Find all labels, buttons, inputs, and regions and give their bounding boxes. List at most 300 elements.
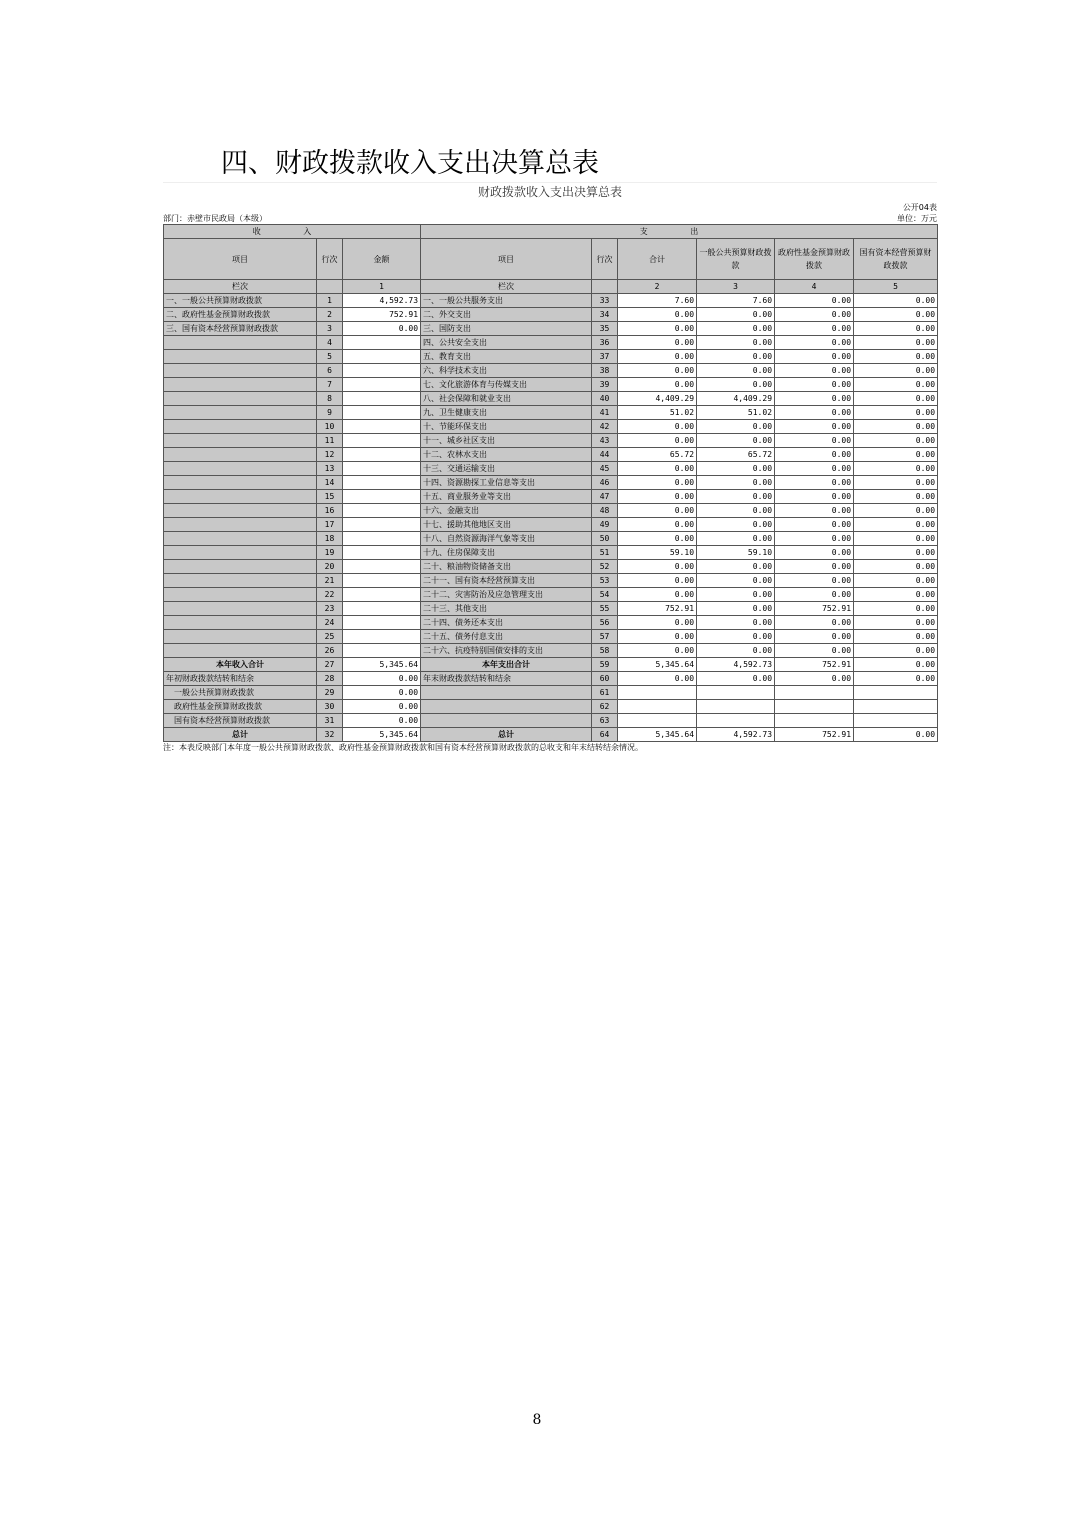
table-row	[164, 378, 938, 392]
income-amount-cell: 5,345.64	[343, 658, 421, 672]
general-budget-amount-cell: 0.00	[697, 504, 775, 518]
total-amount-cell: 7.60	[618, 294, 697, 308]
fund-budget-amount-cell: 0.00	[775, 336, 854, 350]
income-amount-cell	[343, 336, 421, 350]
income-amount-cell	[343, 462, 421, 476]
total-amount-cell: 65.72	[618, 448, 697, 462]
table-row	[164, 644, 938, 658]
expense-item-cell: 二十四、债务还本支出	[421, 616, 592, 630]
income-line-no-cell: 20	[317, 560, 343, 574]
income-amount-cell	[343, 476, 421, 490]
income-item-cell: 政府性基金预算财政拨款	[164, 700, 317, 714]
total-amount-cell: 0.00	[618, 560, 697, 574]
state-capital-amount-cell: 0.00	[854, 364, 938, 378]
income-line-no-cell: 18	[317, 532, 343, 546]
fund-budget-amount-cell: 752.91	[775, 658, 854, 672]
column-index-cell: 5	[854, 280, 938, 294]
total-amount-cell: 0.00	[618, 644, 697, 658]
fund-budget-amount-cell: 0.00	[775, 420, 854, 434]
carry-row	[164, 686, 938, 700]
column-index-cell: 3	[697, 280, 775, 294]
table-row	[164, 518, 938, 532]
general-budget-amount-cell: 0.00	[697, 476, 775, 490]
state-capital-amount-cell: 0.00	[854, 588, 938, 602]
total-amount-cell	[618, 700, 697, 714]
expense-line-no-cell: 39	[592, 378, 618, 392]
expense-item-cell: 十三、交通运输支出	[421, 462, 592, 476]
general-budget-amount-cell: 4,592.73	[697, 658, 775, 672]
income-amount-cell	[343, 392, 421, 406]
general-budget-amount-cell: 0.00	[697, 462, 775, 476]
income-amount-cell	[343, 434, 421, 448]
income-item-cell	[164, 616, 317, 630]
expense-item-cell: 二、外交支出	[421, 308, 592, 322]
income-amount-cell	[343, 420, 421, 434]
income-line-no-cell: 4	[317, 336, 343, 350]
total-amount-cell: 0.00	[618, 476, 697, 490]
income-amount-cell	[343, 490, 421, 504]
expense-item-cell: 二十五、债务付息支出	[421, 630, 592, 644]
column-header-row	[164, 239, 938, 280]
table-row	[164, 462, 938, 476]
budget-table	[163, 224, 938, 742]
expense-line-no-cell: 43	[592, 434, 618, 448]
total-amount-cell: 4,409.29	[618, 392, 697, 406]
income-line-no-cell: 12	[317, 448, 343, 462]
general-budget-amount-cell: 0.00	[697, 378, 775, 392]
expense-line-no-cell: 57	[592, 630, 618, 644]
general-budget-amount-cell: 0.00	[697, 560, 775, 574]
fund-budget-amount-cell: 0.00	[775, 574, 854, 588]
state-capital-amount-cell: 0.00	[854, 476, 938, 490]
income-amount-cell	[343, 364, 421, 378]
total-amount-cell: 0.00	[618, 616, 697, 630]
table-row	[164, 560, 938, 574]
fund-budget-amount-cell: 0.00	[775, 476, 854, 490]
state-capital-amount-cell: 0.00	[854, 560, 938, 574]
income-line-no-cell: 1	[317, 294, 343, 308]
column-index-cell	[592, 280, 618, 294]
fund-budget-amount-cell: 0.00	[775, 672, 854, 686]
expense-line-no-cell: 64	[592, 728, 618, 742]
income-amount-cell	[343, 630, 421, 644]
income-line-no-cell: 17	[317, 518, 343, 532]
income-amount-header: 金额	[343, 239, 421, 280]
column-index-cell: 2	[618, 280, 697, 294]
fund-budget-amount-cell: 752.91	[775, 602, 854, 616]
expense-line-no-cell: 49	[592, 518, 618, 532]
dept-unit-row	[163, 213, 937, 224]
income-amount-cell	[343, 574, 421, 588]
income-amount-cell	[343, 644, 421, 658]
general-budget-amount-cell: 0.00	[697, 574, 775, 588]
income-item-cell: 一、一般公共预算财政拨款	[164, 294, 317, 308]
income-item-cell	[164, 532, 317, 546]
fund-budget-amount-cell: 0.00	[775, 546, 854, 560]
fund-budget-amount-cell: 0.00	[775, 532, 854, 546]
total-amount-cell: 0.00	[618, 420, 697, 434]
income-item-cell	[164, 490, 317, 504]
footnote: 注：本表反映部门本年度一般公共预算财政拨款、政府性基金预算财政拨款和国有资本经营预算财政拨款的总收支和年末结转结余情况。	[163, 743, 643, 752]
income-line-no-cell: 26	[317, 644, 343, 658]
expense-line-no-cell: 46	[592, 476, 618, 490]
table-row	[164, 476, 938, 490]
total-amount-cell: 0.00	[618, 364, 697, 378]
state-capital-amount-cell: 0.00	[854, 322, 938, 336]
expense-line-no-cell: 55	[592, 602, 618, 616]
total-amount-cell: 0.00	[618, 504, 697, 518]
general-budget-amount-cell: 51.02	[697, 406, 775, 420]
state-capital-amount-cell: 0.00	[854, 616, 938, 630]
state-capital-amount-cell: 0.00	[854, 350, 938, 364]
expense-item-cell	[421, 686, 592, 700]
expense-item-cell: 十、节能环保支出	[421, 420, 592, 434]
total-header: 合计	[618, 239, 697, 280]
expense-item-cell: 一、一般公共服务支出	[421, 294, 592, 308]
table-row	[164, 322, 938, 336]
fund-budget-amount-cell: 0.00	[775, 448, 854, 462]
table-row	[164, 630, 938, 644]
total-amount-cell: 0.00	[618, 630, 697, 644]
state-capital-amount-cell: 0.00	[854, 658, 938, 672]
state-capital-header: 国有资本经营预算财政拨款	[854, 239, 938, 280]
expense-item-cell: 九、卫生健康支出	[421, 406, 592, 420]
state-capital-amount-cell: 0.00	[854, 518, 938, 532]
general-budget-amount-cell	[697, 714, 775, 728]
fund-budget-amount-cell: 0.00	[775, 294, 854, 308]
total-amount-cell: 5,345.64	[618, 728, 697, 742]
subtotal-row	[164, 658, 938, 672]
fund-budget-amount-cell: 0.00	[775, 378, 854, 392]
state-capital-amount-cell: 0.00	[854, 546, 938, 560]
expense-line-no-cell: 34	[592, 308, 618, 322]
fund-budget-amount-cell: 0.00	[775, 364, 854, 378]
fund-budget-amount-cell: 0.00	[775, 518, 854, 532]
carry-row	[164, 700, 938, 714]
income-item-cell: 年初财政拨款结转和结余	[164, 672, 317, 686]
column-index-cell: 1	[343, 280, 421, 294]
income-line-no-cell: 8	[317, 392, 343, 406]
fund-budget-amount-cell: 0.00	[775, 322, 854, 336]
column-index-row	[164, 280, 938, 294]
fund-budget-amount-cell	[775, 700, 854, 714]
income-line-no-cell: 31	[317, 714, 343, 728]
income-amount-cell	[343, 532, 421, 546]
income-item-cell: 总计	[164, 728, 317, 742]
general-budget-amount-cell: 0.00	[697, 602, 775, 616]
income-amount-cell	[343, 546, 421, 560]
table-row	[164, 308, 938, 322]
fund-budget-amount-cell: 0.00	[775, 308, 854, 322]
income-line-no-cell: 9	[317, 406, 343, 420]
income-amount-cell: 0.00	[343, 686, 421, 700]
income-item-cell	[164, 602, 317, 616]
total-amount-cell: 0.00	[618, 336, 697, 350]
column-index-cell	[317, 280, 343, 294]
expense-line-no-cell: 42	[592, 420, 618, 434]
income-line-no-cell: 2	[317, 308, 343, 322]
table-row	[164, 294, 938, 308]
table-row	[164, 434, 938, 448]
state-capital-amount-cell	[854, 686, 938, 700]
state-capital-amount-cell: 0.00	[854, 448, 938, 462]
fund-budget-amount-cell	[775, 686, 854, 700]
total-amount-cell: 0.00	[618, 588, 697, 602]
fund-budget-amount-cell: 0.00	[775, 350, 854, 364]
expense-item-cell: 二十二、灾害防治及应急管理支出	[421, 588, 592, 602]
income-line-no-cell: 10	[317, 420, 343, 434]
table-row	[164, 420, 938, 434]
expense-item-cell: 年末财政拨款结转和结余	[421, 672, 592, 686]
general-budget-amount-cell: 0.00	[697, 588, 775, 602]
carry-row	[164, 672, 938, 686]
expense-line-no-header: 行次	[592, 239, 618, 280]
general-budget-amount-cell: 0.00	[697, 518, 775, 532]
table-row	[164, 504, 938, 518]
expense-line-no-cell: 35	[592, 322, 618, 336]
expense-item-cell: 八、社会保障和就业支出	[421, 392, 592, 406]
income-amount-cell	[343, 616, 421, 630]
general-budget-amount-cell: 0.00	[697, 322, 775, 336]
expense-line-no-cell: 62	[592, 700, 618, 714]
expense-line-no-cell: 45	[592, 462, 618, 476]
table-row	[164, 364, 938, 378]
income-line-no-cell: 27	[317, 658, 343, 672]
table-row	[164, 602, 938, 616]
expense-item-cell: 二十一、国有资本经营预算支出	[421, 574, 592, 588]
income-line-no-cell: 24	[317, 616, 343, 630]
income-line-no-cell: 5	[317, 350, 343, 364]
income-line-no-cell: 25	[317, 630, 343, 644]
expense-line-no-cell: 50	[592, 532, 618, 546]
column-index-label: 栏次	[421, 280, 592, 294]
income-item-cell	[164, 350, 317, 364]
fund-budget-header: 政府性基金预算财政拨款	[775, 239, 854, 280]
total-amount-cell: 0.00	[618, 462, 697, 476]
fund-budget-amount-cell: 0.00	[775, 560, 854, 574]
state-capital-amount-cell: 0.00	[854, 490, 938, 504]
table-row	[164, 574, 938, 588]
fund-budget-amount-cell: 752.91	[775, 728, 854, 742]
income-line-no-header: 行次	[317, 239, 343, 280]
budget-sheet	[163, 182, 937, 754]
table-row	[164, 532, 938, 546]
column-index-cell: 4	[775, 280, 854, 294]
table-body	[164, 294, 938, 742]
expense-line-no-cell: 61	[592, 686, 618, 700]
expense-item-cell: 十二、农林水支出	[421, 448, 592, 462]
total-amount-cell: 0.00	[618, 574, 697, 588]
expense-item-cell: 五、教育支出	[421, 350, 592, 364]
income-amount-cell: 752.91	[343, 308, 421, 322]
state-capital-amount-cell: 0.00	[854, 644, 938, 658]
income-amount-cell	[343, 588, 421, 602]
income-line-no-cell: 15	[317, 490, 343, 504]
income-line-no-cell: 21	[317, 574, 343, 588]
total-amount-cell: 0.00	[618, 532, 697, 546]
sheet-title: 财政拨款收入支出决算总表	[163, 182, 937, 202]
page-number: 8	[532, 1412, 542, 1428]
expense-line-no-cell: 37	[592, 350, 618, 364]
form-number: 公开04表	[902, 203, 937, 212]
income-item-header: 项目	[164, 239, 317, 280]
income-item-cell	[164, 364, 317, 378]
fund-budget-amount-cell: 0.00	[775, 616, 854, 630]
expense-item-cell: 七、文化旅游体育与传媒支出	[421, 378, 592, 392]
income-line-no-cell: 32	[317, 728, 343, 742]
expense-item-cell: 十五、商业服务业等支出	[421, 490, 592, 504]
income-line-no-cell: 29	[317, 686, 343, 700]
expense-line-no-cell: 51	[592, 546, 618, 560]
total-amount-cell: 0.00	[618, 322, 697, 336]
income-item-cell	[164, 420, 317, 434]
income-amount-cell: 5,345.64	[343, 728, 421, 742]
total-amount-cell: 0.00	[618, 490, 697, 504]
income-amount-cell	[343, 560, 421, 574]
expense-line-no-cell: 47	[592, 490, 618, 504]
total-amount-cell	[618, 686, 697, 700]
table-row	[164, 350, 938, 364]
income-item-cell	[164, 588, 317, 602]
expense-item-cell: 四、公共安全支出	[421, 336, 592, 350]
state-capital-amount-cell: 0.00	[854, 462, 938, 476]
state-capital-amount-cell: 0.00	[854, 308, 938, 322]
total-amount-cell: 0.00	[618, 308, 697, 322]
general-budget-amount-cell: 0.00	[697, 336, 775, 350]
expense-item-cell: 十一、城乡社区支出	[421, 434, 592, 448]
income-item-cell	[164, 504, 317, 518]
fund-budget-amount-cell: 0.00	[775, 588, 854, 602]
table-row	[164, 392, 938, 406]
income-line-no-cell: 3	[317, 322, 343, 336]
income-line-no-cell: 28	[317, 672, 343, 686]
expense-line-no-cell: 40	[592, 392, 618, 406]
state-capital-amount-cell: 0.00	[854, 392, 938, 406]
expense-line-no-cell: 33	[592, 294, 618, 308]
income-line-no-cell: 30	[317, 700, 343, 714]
general-budget-amount-cell: 4,409.29	[697, 392, 775, 406]
state-capital-amount-cell: 0.00	[854, 294, 938, 308]
fund-budget-amount-cell: 0.00	[775, 406, 854, 420]
general-budget-amount-cell: 65.72	[697, 448, 775, 462]
income-item-cell	[164, 434, 317, 448]
expense-line-no-cell: 60	[592, 672, 618, 686]
section-header-row	[164, 225, 938, 239]
income-item-cell	[164, 574, 317, 588]
general-budget-amount-cell: 0.00	[697, 364, 775, 378]
income-item-cell	[164, 560, 317, 574]
expense-item-cell	[421, 714, 592, 728]
expense-item-cell: 三、国防支出	[421, 322, 592, 336]
expense-item-cell: 总计	[421, 728, 592, 742]
income-amount-cell: 0.00	[343, 672, 421, 686]
fund-budget-amount-cell: 0.00	[775, 630, 854, 644]
income-item-cell: 国有资本经营预算财政拨款	[164, 714, 317, 728]
income-section-header: 收 入	[164, 225, 421, 239]
general-budget-amount-cell: 0.00	[697, 490, 775, 504]
expense-item-cell: 六、科学技术支出	[421, 364, 592, 378]
income-item-cell: 本年收入合计	[164, 658, 317, 672]
total-amount-cell: 5,345.64	[618, 658, 697, 672]
general-budget-amount-cell	[697, 700, 775, 714]
income-item-cell	[164, 448, 317, 462]
total-amount-cell: 0.00	[618, 672, 697, 686]
fund-budget-amount-cell: 0.00	[775, 504, 854, 518]
expense-section-header: 支 出	[421, 225, 938, 239]
fund-budget-amount-cell: 0.00	[775, 434, 854, 448]
general-budget-amount-cell: 7.60	[697, 294, 775, 308]
general-budget-amount-cell: 4,592.73	[697, 728, 775, 742]
income-line-no-cell: 19	[317, 546, 343, 560]
income-item-cell	[164, 476, 317, 490]
total-amount-cell: 0.00	[618, 434, 697, 448]
state-capital-amount-cell: 0.00	[854, 532, 938, 546]
total-amount-cell: 0.00	[618, 350, 697, 364]
table-row	[164, 406, 938, 420]
income-line-no-cell: 16	[317, 504, 343, 518]
income-amount-cell	[343, 378, 421, 392]
expense-item-cell: 十九、住房保障支出	[421, 546, 592, 560]
fund-budget-amount-cell: 0.00	[775, 392, 854, 406]
grand-total-row	[164, 728, 938, 742]
page-title: 四、财政拨款收入支出决算总表	[221, 148, 599, 179]
income-item-cell: 一般公共预算财政拨款	[164, 686, 317, 700]
table-row	[164, 336, 938, 350]
fund-budget-amount-cell: 0.00	[775, 462, 854, 476]
state-capital-amount-cell	[854, 714, 938, 728]
income-item-cell: 二、政府性基金预算财政拨款	[164, 308, 317, 322]
state-capital-amount-cell: 0.00	[854, 728, 938, 742]
total-amount-cell: 59.10	[618, 546, 697, 560]
state-capital-amount-cell: 0.00	[854, 630, 938, 644]
general-budget-amount-cell: 0.00	[697, 350, 775, 364]
form-number-row	[163, 202, 937, 213]
expense-line-no-cell: 53	[592, 574, 618, 588]
income-amount-cell	[343, 602, 421, 616]
expense-item-cell: 二十三、其他支出	[421, 602, 592, 616]
general-budget-amount-cell: 0.00	[697, 630, 775, 644]
income-item-cell	[164, 462, 317, 476]
expense-line-no-cell: 48	[592, 504, 618, 518]
fund-budget-amount-cell	[775, 714, 854, 728]
income-item-cell	[164, 378, 317, 392]
state-capital-amount-cell: 0.00	[854, 504, 938, 518]
income-item-cell	[164, 630, 317, 644]
income-amount-cell	[343, 448, 421, 462]
expense-line-no-cell: 52	[592, 560, 618, 574]
state-capital-amount-cell: 0.00	[854, 574, 938, 588]
expense-line-no-cell: 38	[592, 364, 618, 378]
income-item-cell	[164, 546, 317, 560]
income-item-cell: 三、国有资本经营预算财政拨款	[164, 322, 317, 336]
income-amount-cell: 0.00	[343, 700, 421, 714]
state-capital-amount-cell	[854, 700, 938, 714]
income-line-no-cell: 22	[317, 588, 343, 602]
expense-item-cell: 二十、粮油物资储备支出	[421, 560, 592, 574]
state-capital-amount-cell: 0.00	[854, 420, 938, 434]
expense-line-no-cell: 58	[592, 644, 618, 658]
income-line-no-cell: 7	[317, 378, 343, 392]
expense-line-no-cell: 63	[592, 714, 618, 728]
expense-item-cell: 二十六、抗疫特别国债安排的支出	[421, 644, 592, 658]
income-item-cell	[164, 518, 317, 532]
table-row	[164, 448, 938, 462]
total-amount-cell: 51.02	[618, 406, 697, 420]
table-row	[164, 616, 938, 630]
table-row	[164, 588, 938, 602]
general-budget-amount-cell: 0.00	[697, 434, 775, 448]
unit-label: 单位：万元	[897, 214, 937, 223]
